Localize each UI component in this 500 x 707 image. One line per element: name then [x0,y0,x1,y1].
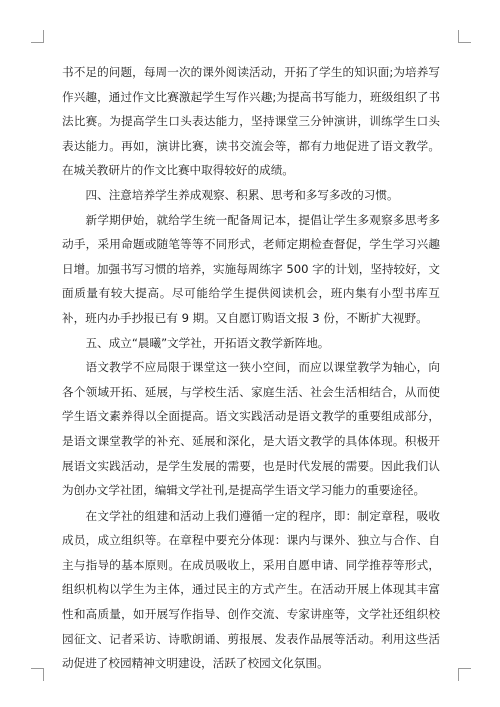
paragraph-language-practice: 语文教学不应局限于课堂这一狭小空间，而应以课堂教学为轴心，向各个领域开拓、延展，与学校生活、家庭生活、社会生活相结合，从而使学生语文素养得以全面提高。语文实践活动是语文教学的重要组成部分，是语文课堂教学的补充、延展和深化，是大语文教学的具体体现。积极开展语文实践活动，是学生发展的需要，也是时代发展的需要。因此我们认为创办文学社团，编辑文学社刊,是提高学生语文学习能力的重要途径。 [62,360,440,498]
heading-section-four: 四、注意培养学生养成观察、积累、思考和多写多改的习惯。 [85,187,399,202]
paragraph-literary-society: 在文学社的组建和活动上我们遵循一定的程序，即：制定章程，吸收成员，成立组织等。在章程中要充分体现：课内与课外、独立与合作、自主与指导的基本原则。在成员吸收上，采用自愿申请、同学推荐等形式，组织机构以学生为主体，通过民主的方式产生。在活动开展上体现其丰富性和高质量，如开展写作指导、创作交流、专家讲座等，文学社还组织校园征文、记者采访、诗歌朗诵、剪报展、发表作品展等活动。利用这些活动促进了校园精神文明建设，活跃了校园文化氛围。 [62,508,440,671]
crop-mark-top-right [458,30,471,43]
document-body [62,60,440,676]
paragraph-reading-activities: 书不足的问题，每周一次的课外阅读活动，开拓了学生的知识面;为培养写作兴趣，通过作文比赛激起学生写作兴趣;为提高书写能力，班级组织了书法比赛。为提高学生口头表达能力，坚持课堂三分钟演讲，训练学生口头表达能力。再如，演讲比赛，读书交流会等，都有力地促进了语文教学。在城关教研片的作文比赛中取得较好的成绩。 [62,65,440,178]
paragraph-weekly-journal: 新学期伊始，就给学生统一配备周记本，提倡让学生多观察多思考多动手，采用命题或随笔等等不同形式，老师定期检查督促，学生学习兴趣日增。加强书写习惯的培养，实施每周练字 500 字的计划，坚持较好，文面质量有较大提高。尽可能给学生提供阅读机会，班内集有小型书库互补，班内办手抄报已有 9 期。又自愿订购语文报 3 份，不断扩大视野。 [62,212,440,325]
crop-mark-top-left [31,30,44,43]
heading-section-five: 五、成立“晨曦”文学社，开拓语文教学新阵地。 [85,335,330,350]
crop-mark-bottom-left [31,668,44,681]
crop-mark-bottom-right [458,668,471,681]
